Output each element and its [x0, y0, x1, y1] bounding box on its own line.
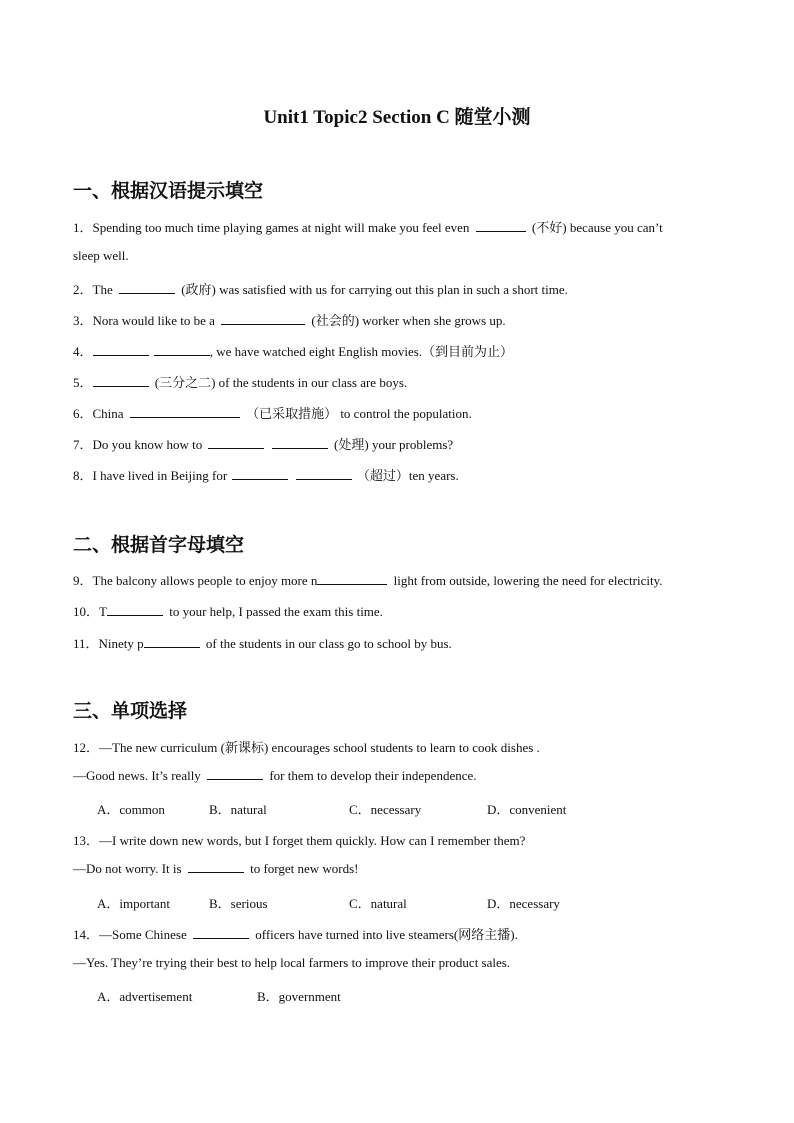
question-14: 14．—Some Chinese officers have turned into live steamers(网络主播).	[73, 927, 518, 942]
question-14-reply: —Yes. They’re trying their best to help local farmers to improve their product sales.	[73, 955, 511, 970]
answer-blank[interactable]	[476, 220, 526, 232]
question-6: 6．China （已采取措施） to control the population.	[73, 406, 472, 421]
answer-blank[interactable]	[317, 573, 387, 585]
section-heading-2: 二、根据首字母填空	[73, 534, 245, 556]
section-heading-1: 一、根据汉语提示填空	[73, 180, 264, 202]
answer-blank[interactable]	[93, 375, 149, 387]
question-2: 2．The (政府) was satisfied with us for carrying out this plan in such a short time.	[73, 282, 568, 297]
question-12: 12．—The new curriculum (新课标) encourages school students to learn to cook dishes .	[73, 740, 540, 755]
question-4: 4． , we have watched eight English movies.（到目前为止）	[73, 344, 514, 359]
question-3: 3．Nora would like to be a (社会的) worker when she grows up.	[73, 313, 506, 328]
question-12-reply: —Good news. It’s really for them to develop their independence.	[73, 768, 477, 783]
answer-blank[interactable]	[93, 344, 149, 356]
answer-blank[interactable]	[296, 468, 352, 480]
option-a[interactable]: A．advertisement	[97, 989, 193, 1004]
question-1-cont: sleep well.	[73, 248, 129, 263]
question-13: 13．—I write down new words, but I forget them quickly. How can I remember them?	[73, 833, 526, 848]
page-title: Unit1 Topic2 Section C 随堂小测	[263, 107, 531, 128]
option-c[interactable]: C．natural	[349, 896, 407, 911]
section-heading-3: 三、单项选择	[73, 700, 188, 722]
option-d[interactable]: D．convenient	[487, 802, 567, 817]
question-5: 5． (三分之二) of the students in our class are boys.	[73, 375, 408, 390]
question-8: 8．I have lived in Beijing for （超过）ten years.	[73, 468, 459, 483]
option-c[interactable]: C．necessary	[349, 802, 422, 817]
question-7: 7．Do you know how to (处理) your problems?	[73, 437, 454, 452]
answer-blank[interactable]	[272, 437, 328, 449]
option-d[interactable]: D．necessary	[487, 896, 560, 911]
answer-blank[interactable]	[130, 406, 240, 418]
answer-blank[interactable]	[221, 313, 305, 325]
answer-blank[interactable]	[154, 344, 210, 356]
answer-blank[interactable]	[207, 768, 263, 780]
question-11: 11．Ninety p of the students in our class go to school by bus.	[73, 636, 452, 651]
answer-blank[interactable]	[144, 636, 200, 648]
option-b[interactable]: B．government	[257, 989, 341, 1004]
answer-blank[interactable]	[208, 437, 264, 449]
answer-blank[interactable]	[107, 604, 163, 616]
answer-blank[interactable]	[119, 282, 175, 294]
question-10: 10．T to your help, I passed the exam this time.	[73, 604, 383, 619]
question-9: 9．The balcony allows people to enjoy more n light from outside, lowering the need for electricity.	[73, 573, 663, 588]
question-13-reply: —Do not worry. It is to forget new words!	[73, 861, 359, 876]
answer-blank[interactable]	[188, 861, 244, 873]
option-b[interactable]: B．serious	[209, 896, 268, 911]
answer-blank[interactable]	[193, 927, 249, 939]
option-a[interactable]: A．important	[97, 896, 170, 911]
answer-blank[interactable]	[232, 468, 288, 480]
question-1: 1．Spending too much time playing games at night will make you feel even (不好) because you can’t	[73, 220, 663, 235]
option-b[interactable]: B．natural	[209, 802, 267, 817]
option-a[interactable]: A．common	[97, 802, 165, 817]
